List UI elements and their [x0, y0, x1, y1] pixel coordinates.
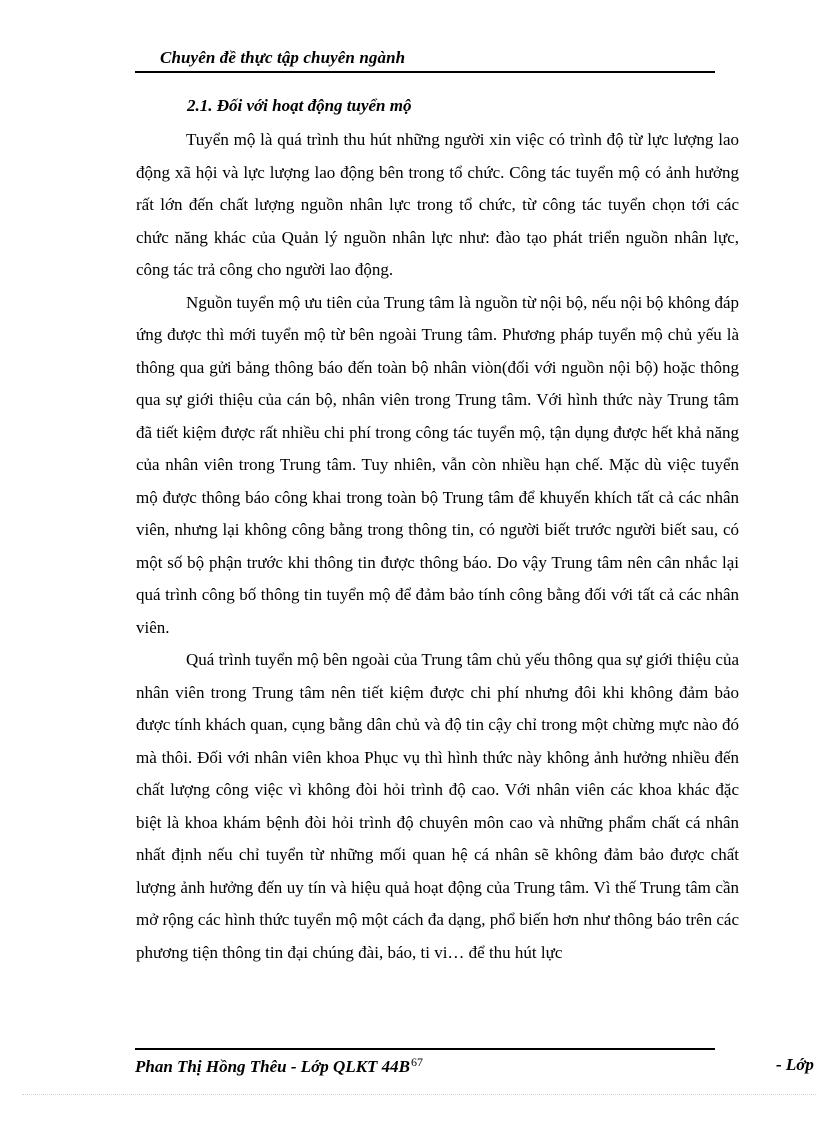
- footer-author-text: Phan Thị Hồng Thêu - Lớp QLKT 44B: [135, 1057, 411, 1076]
- paragraph-2: Nguồn tuyển mộ ưu tiên của Trung tâm là nguồn từ nội bộ, nếu nội bộ không đáp ứng được thì mới tuyển mộ từ bên ngoài Trung tâm. Phương pháp tuyển mộ chủ yếu là thông qua gửi bảng thông báo đến toàn bộ nhân viòn(đối với nguồn nội bộ) hoặc thông qua sự giới thiệu của cán bộ, nhân viên trong Trung tâm. Với hình thức này Trung tâm đã tiết kiệm được rất nhiều chi phí trong công tác tuyển mộ, tận dụng được hết khả năng của nhân viên trong Trung tâm. Tuy nhiên, vẫn còn nhiều hạn chế. Mặc dù việc tuyển mộ được thông báo công khai trong toàn bộ Trung tâm để khuyến khích tất cả các nhân viên, nhưng lại không công bằng trong thông tin, có người biết trước người biết sau, có một số bộ phận trước khi thông tin được thông báo. Do vậy Trung tâm nên cân nhắc lại quá trình công bố thông tin tuyển mộ để đảm bảo tính công bằng đối với tất cả các nhân viên.: [136, 292, 739, 637]
- page-boundary: [22, 1094, 816, 1095]
- paragraph-1: Tuyển mộ là quá trình thu hút những người xin việc có trình độ từ lực lượng lao động xã hội và lực lượng lao động bên trong tổ chức. Công tác tuyển mộ có ảnh hưởng rất lớn đến chất lượng nguồn nhân lực trong tổ chức, từ công tác tuyển chọn tới các chức năng khác của Quản lý nguồn nhân lực như: đào tạo phát triển nguồn nhân lực, công tác trả công cho người lao động.: [136, 130, 739, 279]
- document-title: Chuyên đề thực tập chuyên ngành: [160, 48, 406, 67]
- footer-author: [135, 1055, 423, 1077]
- paragraph-3: Quá trình tuyển mộ bên ngoài của Trung tâm chủ yếu thông qua sự giới thiệu của nhân viên trong Trung tâm nên tiết kiệm được chi phí nhưng đôi khi không đảm bảo được tính khách quan, cụng bằng dân chủ và độ tin cậy chỉ trong một chừng mực nào đó mà thôi. Đối với nhân viên khoa Phục vụ thì hình thức này không ảnh hưởng nhiều đến chất lượng công việc vì không đòi hỏi trình độ cao. Với nhân viên các khoa khác đặc biệt là khoa khám bệnh đòi hỏi trình độ chuyên môn cao và những phẩm chất cá nhân nhất định nếu chỉ tuyển từ những mối quan hệ cá nhân sẽ không đảm bảo được chất lượng ảnh hưởng đến uy tín và hiệu quả hoạt động của Trung tâm. Vì thế Trung tâm cần mở rộng các hình thức tuyển mộ một cách đa dạng, phổ biến hơn như thông báo trên các phương tiện thông tin đại chúng đài, báo, ti vi… để thu hút lực: [136, 650, 739, 962]
- footer-rule: [135, 1048, 715, 1050]
- section-heading: 2.1. Đối với hoạt động tuyển mộ: [187, 96, 412, 115]
- body-text: [136, 124, 739, 969]
- header-rule: [135, 71, 715, 73]
- footer-right-text: - Lớp: [776, 1055, 814, 1074]
- page-number: 67: [411, 1055, 424, 1069]
